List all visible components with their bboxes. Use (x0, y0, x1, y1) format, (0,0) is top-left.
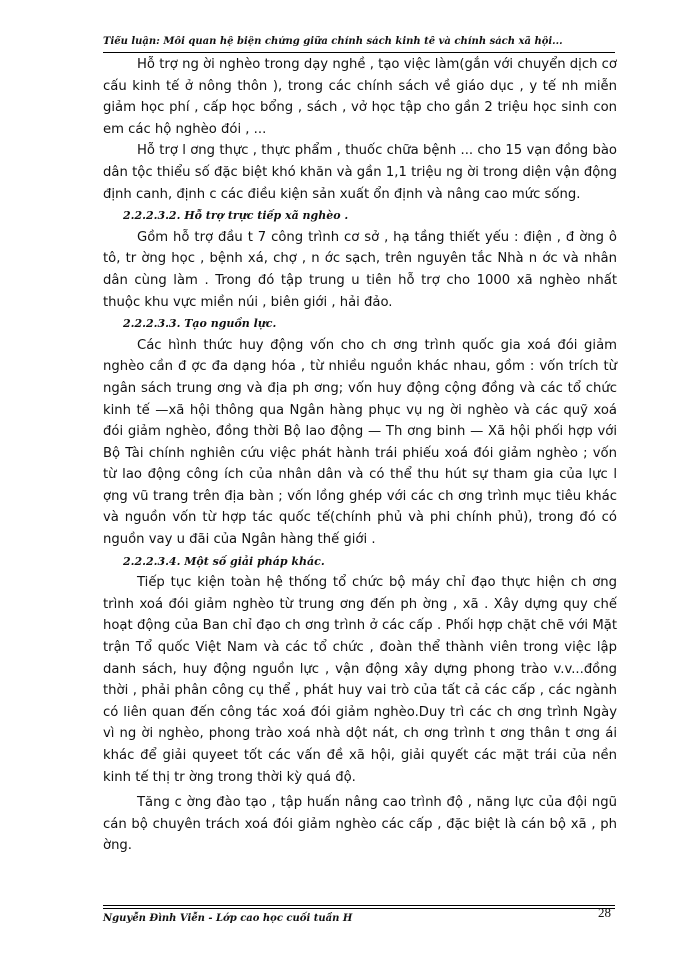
body-paragraph: Tiếp tục kiện toàn hệ thống tổ chức bộ máy chỉ đạo thực hiện ch ơng trình xoá đói giảm nghèo từ trung ơng đến ph ờng , xã . Xây dựng quy chế hoạt động của Ban chỉ đạo ch ơng trình ở các cấp . Phối hợp chặt chẽ với Mặt trận Tổ quốc Việt Nam và các tổ chức , đoàn thể thành viên trong việc lập danh sách, huy động nguồn lực , vận động xây dựng phong trào v.v...đồng thời , phải phân công cụ thể , phát huy vai trò của tất cả các cấp , các ngành có liên quan đến công tác xoá đói giảm nghèo.Duy trì các ch ơng trình Ngày vì ng ời nghèo, phong trào xoá nhà dột nát, ch ơng trình t ơng thân t ơng ái khác để giải quyeet tốt các vấn đề xã hội, giải quyết các mặt trái của nền kinh tế thị tr ờng trong thời kỳ quá độ. (103, 575, 617, 785)
page-number: 28 (598, 905, 611, 920)
section-heading: 2.2.2.3.3. Tạo nguồn lực. (123, 317, 277, 331)
body-paragraph: Các hình thức huy động vốn cho ch ơng trình quốc gia xoá đói giảm nghèo cần đ ợc đa dạng hóa , từ nhiều nguồn khác nhau, gồm : vốn trích từ ngân sách trung ơng và địa ph ơng; vốn huy động cộng đồng và các tổ chức kinh tế —xã hội thông qua Ngân hàng phục vụ ng ời nghèo và các quỹ xoá đói giảm nghèo, đồng thời Bộ lao động — Th ơng binh — Xã hội phối hợp với Bộ Tài chính nghiên cứu việc phát hành trái phiếu xoá đói giảm nghèo ; vốn từ lao động công ích của nhân dân và có thể thu hút sự tham gia của lực l ợng vũ trang trên địa bàn ; vốn lồng ghép với các ch ơng trình mục tiêu khác và nguồn vốn từ hợp tác quốc tế(chính phủ và phi chính phủ), trong đó có nguồn vay u đãi của Ngân hàng thế giới . (103, 337, 617, 548)
footer-author: Nguyễn Đình Viễn - Lớp cao học cuối tuần H (103, 913, 353, 924)
document-body (103, 54, 617, 857)
running-header: Tiểu luận: Mối quan hệ biện chứng giữa chính sách kinh tế và chính sách xã hội... (103, 36, 563, 47)
body-paragraph: Tăng c ờng đào tạo , tập huấn nâng cao trình độ , năng lực của đội ngũ cán bộ chuyên trách xoá đói giảm nghèo các cấp , đặc biệt là cán bộ xã , ph ờng. (103, 795, 617, 854)
footer-rule (103, 905, 615, 909)
body-paragraph: Hỗ trợ l ơng thực , thực phẩm , thuốc chữa bệnh ... cho 15 vạn đồng bào dân tộc thiểu số đặc biệt khó khăn và gần 1,1 triệu ng ời trong diện vận động định canh, định c các điều kiện sản xuất ổn định và nâng cao mức sống. (103, 143, 617, 202)
body-paragraph: Hỗ trợ ng ời nghèo trong dạy nghề , tạo việc làm(gắn với chuyển dịch cơ cấu kinh tế ở nông thôn ), trong các chính sách về giáo dục , y tế nh miễn giảm học phí , cấp học bổng , sách , vở học tập cho gần 2 triệu học sinh con em các hộ nghèo đói , ... (103, 57, 617, 137)
section-heading: 2.2.2.3.4. Một số giải pháp khác. (123, 554, 325, 568)
section-heading: 2.2.2.3.2. Hỗ trợ trực tiếp xã nghèo . (123, 209, 349, 223)
body-paragraph: Gồm hỗ trợ đầu t 7 công trình cơ sở , hạ tầng thiết yếu : điện , đ ờng ô tô, tr ờng học , bệnh xá, chợ , n ớc sạch, trên nguyên tắc Nhà n ớc và nhân dân cùng làm . Trong đó tập trung u tiên hỗ trợ cho 1000 xã nghèo nhất thuộc khu vực miền núi , biên giới , hải đảo. (103, 229, 617, 310)
header-rule (103, 52, 615, 53)
